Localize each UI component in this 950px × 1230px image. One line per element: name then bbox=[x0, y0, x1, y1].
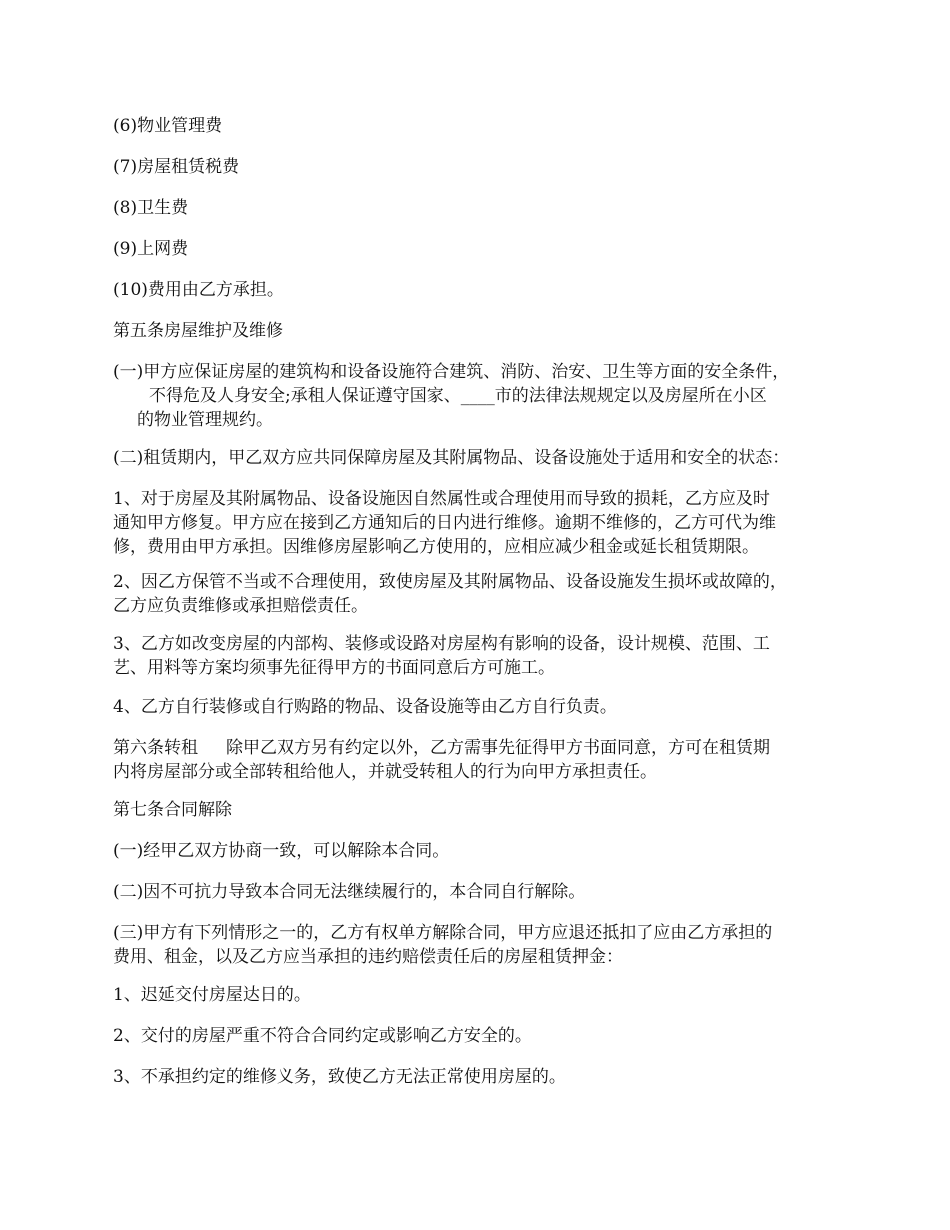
text-line: 第五条房屋维护及维修 bbox=[113, 321, 283, 341]
fee-item-8 bbox=[113, 196, 843, 220]
text-line: 4、乙方自行装修或自行购路的物品、设备设施等由乙方自行负责。 bbox=[113, 697, 617, 717]
text-line: 乙方应负责维修或承担赔偿责任。 bbox=[113, 596, 368, 616]
text-line: (二)租赁期内，甲乙双方应共同保障房屋及其附属物品、设备设施处于适用和安全的状态： bbox=[113, 448, 790, 468]
text-line: (6)物业管理费 bbox=[113, 116, 223, 136]
text-line: 艺、用料等方案均须事先征得甲方的书面同意后方可施工。 bbox=[113, 658, 555, 678]
text-line: (一)甲方应保证房屋的建筑构和设备设施符合建筑、消防、治安、卫生等方面的安全条件， bbox=[113, 362, 790, 382]
text-line: 第七条合同解除 bbox=[113, 800, 232, 820]
clause-5-2-item-4 bbox=[113, 695, 843, 719]
text-line: 不得危及人身安全;承租人保证遵守国家、____市的法律法规规定以及房屋所在小区 bbox=[149, 386, 767, 406]
fee-item-7 bbox=[113, 155, 843, 179]
text-line: 3、不承担约定的维修义务，致使乙方无法正常使用房屋的。 bbox=[113, 1067, 566, 1087]
text-line: 2、因乙方保管不当或不合理使用，致使房屋及其附属物品、设备设施发生损坏或故障的， bbox=[113, 572, 787, 592]
clause-7-1 bbox=[113, 839, 843, 863]
clause-5-2-item-1 bbox=[113, 487, 843, 559]
clause-7-3-item-3 bbox=[113, 1065, 843, 1089]
text-line: (二)因不可抗力导致本合同无法继续履行的，本合同自行解除。 bbox=[113, 882, 586, 902]
clause-5-2 bbox=[113, 446, 843, 470]
text-line: 1、对于房屋及其附属物品、设备设施因自然属性或合理使用而导致的损耗，乙方应及时 bbox=[113, 489, 770, 509]
text-line: 通知甲方修复。甲方应在接到乙方通知后的日内进行维修。逾期不维修的，乙方可代为维 bbox=[113, 513, 776, 533]
clause-5-1 bbox=[113, 360, 843, 432]
text-line: (一)经甲乙双方协商一致，可以解除本合同。 bbox=[113, 841, 450, 861]
text-line: 2、交付的房屋严重不符合合同约定或影响乙方安全的。 bbox=[113, 1026, 532, 1046]
text-line bbox=[113, 736, 843, 760]
clause-7-3-item-1 bbox=[113, 983, 843, 1007]
article-6-text: 除甲乙双方另有约定以外，乙方需事先征得甲方书面同意，方可在租赁期 bbox=[226, 738, 770, 758]
clause-5-2-item-3 bbox=[113, 632, 843, 680]
text-line: (8)卫生费 bbox=[113, 198, 189, 218]
fee-item-9 bbox=[113, 237, 843, 261]
section-heading-article-6: 第六条转租 bbox=[113, 738, 198, 758]
text-line: (10)费用由乙方承担。 bbox=[113, 280, 284, 300]
section-article-6 bbox=[113, 736, 843, 784]
text-line: 内将房屋部分或全部转租给他人，并就受转租人的行为向甲方承担责任。 bbox=[113, 762, 657, 782]
clause-7-3-item-2 bbox=[113, 1024, 843, 1048]
text-line: (9)上网费 bbox=[113, 239, 189, 259]
clause-5-2-item-2 bbox=[113, 570, 843, 618]
text-line: (三)甲方有下列情形之一的，乙方有权单方解除合同，甲方应退还抵扣了应由乙方承担的 bbox=[113, 923, 773, 943]
clause-7-3 bbox=[113, 921, 843, 969]
text-line: 3、乙方如改变房屋的内部构、装修或设路对房屋构有影响的设备，设计规模、范围、工 bbox=[113, 634, 770, 654]
text-line: 费用、租金，以及乙方应当承担的违约赔偿责任后的房屋租赁押金： bbox=[113, 947, 623, 967]
clause-7-2 bbox=[113, 880, 843, 904]
fee-item-10 bbox=[113, 278, 843, 302]
text-line: 修，费用由甲方承担。因维修房屋影响乙方使用的，应相应减少租金或延长租赁期限。 bbox=[113, 537, 759, 557]
text-line: 1、迟延交付房屋达日的。 bbox=[113, 985, 311, 1005]
section-heading-article-7 bbox=[113, 798, 843, 822]
section-heading-article-5 bbox=[113, 319, 843, 343]
fee-item-6 bbox=[113, 114, 843, 138]
text-line: (7)房屋租赁税费 bbox=[113, 157, 240, 177]
text-line: 的物业管理规约。 bbox=[137, 410, 273, 430]
